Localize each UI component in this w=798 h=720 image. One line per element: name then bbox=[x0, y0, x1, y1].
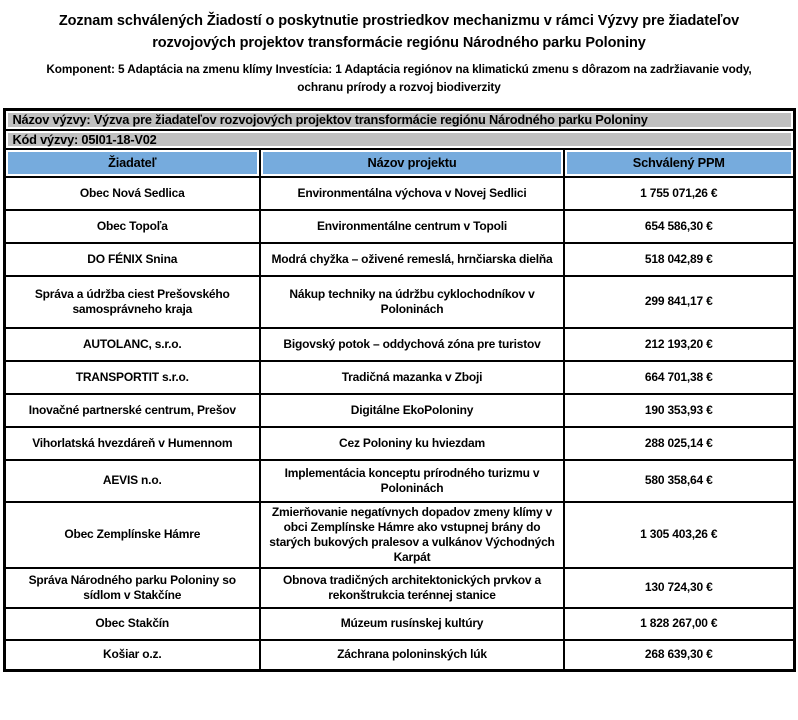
applicant-cell: Inovačné partnerské centrum, Prešov bbox=[4, 394, 260, 427]
project-cell: Múzeum rusínskej kultúry bbox=[260, 608, 564, 640]
call-code-row bbox=[4, 130, 794, 149]
applicant-cell: Košiar o.z. bbox=[4, 640, 260, 671]
table-row bbox=[4, 460, 794, 502]
approved-amount-cell: 288 025,14 € bbox=[564, 427, 794, 460]
applicant-cell: Obec Topoľa bbox=[4, 210, 260, 243]
project-cell: Záchrana poloninských lúk bbox=[260, 640, 564, 671]
approved-amount-cell: 1 755 071,26 € bbox=[564, 177, 794, 210]
table-row bbox=[4, 210, 794, 243]
approved-amount-cell: 654 586,30 € bbox=[564, 210, 794, 243]
applicant-cell: Obec Stakčín bbox=[4, 608, 260, 640]
project-cell: Bigovský potok – oddychová zóna pre turistov bbox=[260, 328, 564, 361]
approved-amount-cell: 268 639,30 € bbox=[564, 640, 794, 671]
table-row bbox=[4, 568, 794, 608]
approved-amount-cell: 299 841,17 € bbox=[564, 276, 794, 328]
applicant-cell: DO FÉNIX Snina bbox=[4, 243, 260, 276]
approved-amount-cell: 580 358,64 € bbox=[564, 460, 794, 502]
table-row bbox=[4, 361, 794, 394]
table-row bbox=[4, 276, 794, 328]
applicant-cell: Obec Nová Sedlica bbox=[4, 177, 260, 210]
document-subtitle: Komponent: 5 Adaptácia na zmenu klímy Investícia: 1 Adaptácia regiónov na klimatickú zmenu s dôrazom na zadržiavanie vody, ochranu prírody a rozvoj biodiverzity bbox=[46, 62, 752, 94]
table-row bbox=[4, 640, 794, 671]
applicant-cell: Vihorlatská hvezdáreň v Humennom bbox=[4, 427, 260, 460]
approved-amount-cell: 190 353,93 € bbox=[564, 394, 794, 427]
approved-amount-cell: 1 828 267,00 € bbox=[564, 608, 794, 640]
call-code-cell: Kód výzvy: 05I01-18-V02 bbox=[4, 130, 794, 149]
table-row bbox=[4, 608, 794, 640]
applicant-cell: AUTOLANC, s.r.o. bbox=[4, 328, 260, 361]
call-name-row bbox=[4, 110, 794, 130]
project-cell: Nákup techniky na údržbu cyklochodníkov v Poloninách bbox=[260, 276, 564, 328]
approved-amount-cell: 130 724,30 € bbox=[564, 568, 794, 608]
applicant-cell: TRANSPORTIT s.r.o. bbox=[4, 361, 260, 394]
project-cell: Cez Poloniny ku hviezdam bbox=[260, 427, 564, 460]
project-cell: Digitálne EkoPoloniny bbox=[260, 394, 564, 427]
approved-applications-table bbox=[3, 108, 796, 672]
table-row bbox=[4, 427, 794, 460]
column-header-approved-amount: Schválený PPM bbox=[564, 149, 794, 177]
table-row bbox=[4, 502, 794, 568]
approved-amount-cell: 212 193,20 € bbox=[564, 328, 794, 361]
applicant-cell: Správa a údržba ciest Prešovského samosprávneho kraja bbox=[4, 276, 260, 328]
table-row bbox=[4, 243, 794, 276]
approved-amount-cell: 518 042,89 € bbox=[564, 243, 794, 276]
applicant-cell: AEVIS n.o. bbox=[4, 460, 260, 502]
table-row bbox=[4, 177, 794, 210]
table-row bbox=[4, 394, 794, 427]
project-cell: Zmierňovanie negatívnych dopadov zmeny klímy v obci Zemplínske Hámre ako vstupnej brány do starých bukových pralesov a vulkánov Východných Karpát bbox=[260, 502, 564, 568]
column-header-row bbox=[4, 149, 794, 177]
approved-amount-cell: 664 701,38 € bbox=[564, 361, 794, 394]
project-cell: Modrá chyžka – oživené remeslá, hrnčiarska dielňa bbox=[260, 243, 564, 276]
applicant-cell: Obec Zemplínske Hámre bbox=[4, 502, 260, 568]
project-cell: Implementácia konceptu prírodného turizmu v Poloninách bbox=[260, 460, 564, 502]
call-name-cell: Názov výzvy: Výzva pre žiadateľov rozvojových projektov transformácie regiónu Národného parku Poloniny bbox=[4, 110, 794, 130]
project-cell: Environmentálne centrum v Topoli bbox=[260, 210, 564, 243]
column-header-applicant: Žiadateľ bbox=[4, 149, 260, 177]
applicant-cell: Správa Národného parku Poloniny so sídlom v Stakčíne bbox=[4, 568, 260, 608]
project-cell: Environmentálna výchova v Novej Sedlici bbox=[260, 177, 564, 210]
project-cell: Obnova tradičných architektonických prvkov a rekonštrukcia terénnej stanice bbox=[260, 568, 564, 608]
project-cell: Tradičná mazanka v Zboji bbox=[260, 361, 564, 394]
table-body bbox=[4, 177, 794, 671]
document-title: Zoznam schválených Žiadostí o poskytnutie prostriedkov mechanizmu v rámci Výzvy pre žiadateľov rozvojových projektov transformácie regiónu Národného parku Poloniny bbox=[58, 13, 740, 51]
column-header-project: Názov projektu bbox=[260, 149, 564, 177]
approved-amount-cell: 1 305 403,26 € bbox=[564, 502, 794, 568]
table-row bbox=[4, 328, 794, 361]
